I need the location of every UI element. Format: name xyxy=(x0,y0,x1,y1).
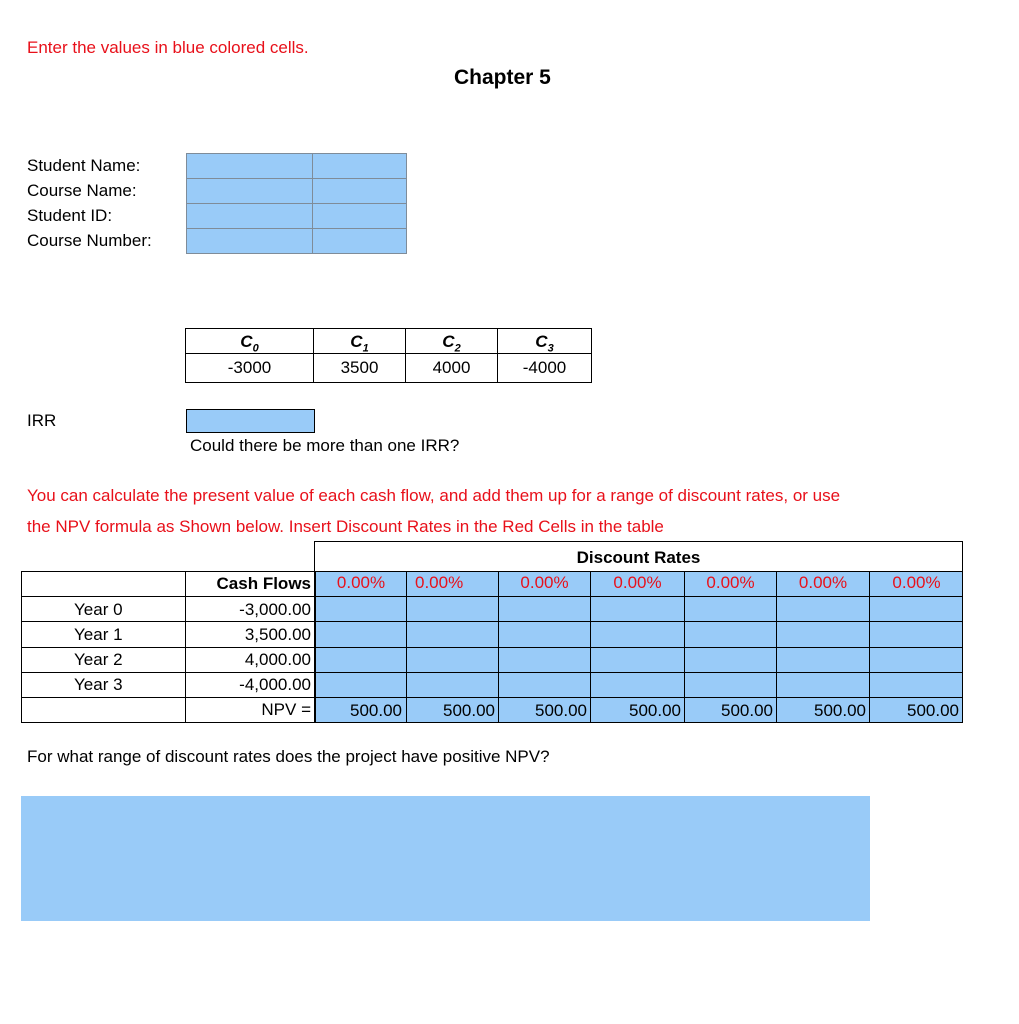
rate-cell-4[interactable]: 0.00% xyxy=(613,573,662,592)
course-name-input[interactable] xyxy=(186,178,407,204)
cf-value-c2: 4000 xyxy=(405,353,498,383)
cash-flow-year-3: -4,000.00 xyxy=(239,675,311,694)
page-title: Chapter 5 xyxy=(454,66,551,89)
rate-cell-7[interactable]: 0.00% xyxy=(892,573,941,592)
label-student-id: Student ID: xyxy=(27,206,113,225)
npv-value-3: 500.00 xyxy=(535,701,587,720)
student-name-input[interactable] xyxy=(186,153,407,179)
year-label-1: Year 1 xyxy=(74,625,123,644)
year-label-0: Year 0 xyxy=(74,600,123,619)
rate-cell-5[interactable]: 0.00% xyxy=(706,573,755,592)
answer-input-area[interactable] xyxy=(21,796,870,921)
cash-flow-year-0: -3,000.00 xyxy=(239,600,311,619)
npv-value-4: 500.00 xyxy=(629,701,681,720)
grid-hline xyxy=(21,596,963,597)
irr-question: Could there be more than one IRR? xyxy=(190,436,460,455)
npv-value-5: 500.00 xyxy=(721,701,773,720)
grid-hline xyxy=(21,647,963,648)
cash-flow-year-1: 3,500.00 xyxy=(244,625,311,644)
year-label-3: Year 3 xyxy=(74,675,123,694)
note-line-1: You can calculate the present value of each cash flow, and add them up for a range of discount rates, or use xyxy=(27,486,841,505)
irr-label: IRR xyxy=(27,411,57,430)
cf-value-c0: -3000 xyxy=(185,353,314,383)
info-column-divider xyxy=(312,153,313,254)
rate-cell-1[interactable]: 0.00% xyxy=(336,573,386,592)
grid-hline xyxy=(21,621,963,622)
npv-value-1: 500.00 xyxy=(350,701,402,720)
final-question: For what range of discount rates does the project have positive NPV? xyxy=(27,747,550,766)
rate-cell-3[interactable]: 0.00% xyxy=(520,573,569,592)
rate-cell-6[interactable]: 0.00% xyxy=(798,573,848,592)
label-student-name: Student Name: xyxy=(27,156,141,175)
cf-value-c1: 3500 xyxy=(313,353,406,383)
note-line-2: the NPV formula as Shown below. Insert Discount Rates in the Red Cells in the table xyxy=(27,517,664,536)
year-label-2: Year 2 xyxy=(74,650,123,669)
cf-header-c2: $C_2$ xyxy=(405,328,498,354)
grid-hline xyxy=(21,697,963,698)
cash-flows-header: Cash Flows xyxy=(216,574,311,593)
instruction-text: Enter the values in blue colored cells. xyxy=(27,38,309,57)
npv-value-6: 500.00 xyxy=(814,701,866,720)
npv-label: NPV = xyxy=(261,700,311,719)
cf-value-c3: -4000 xyxy=(497,353,592,383)
label-course-name: Course Name: xyxy=(27,181,137,200)
cash-flow-year-2: 4,000.00 xyxy=(244,650,311,669)
cf-header-c3: $C_3$ xyxy=(497,328,592,354)
npv-value-2: 500.00 xyxy=(443,701,495,720)
irr-input[interactable] xyxy=(186,409,315,433)
npv-value-7: 500.00 xyxy=(907,701,959,720)
discount-rates-header: Discount Rates xyxy=(314,541,963,571)
label-course-number: Course Number: xyxy=(27,231,152,250)
rate-cell-2[interactable]: 0.00% xyxy=(415,573,464,592)
student-id-input[interactable] xyxy=(186,203,407,229)
cf-header-c1: $C_1$ xyxy=(313,328,406,354)
course-number-input[interactable] xyxy=(186,228,407,254)
grid-hline xyxy=(21,672,963,673)
cf-header-c0: $C_0$ xyxy=(185,328,314,354)
